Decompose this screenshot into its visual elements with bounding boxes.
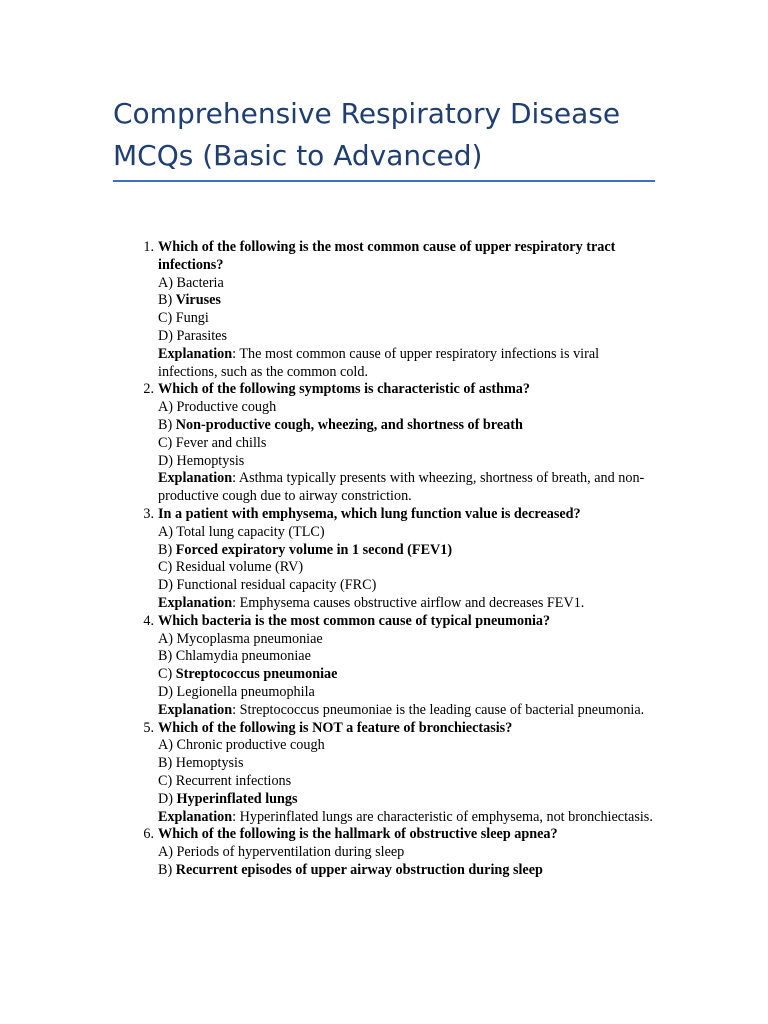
correct-option-text: Hyperinflated lungs (176, 790, 298, 807)
explanation (158, 595, 658, 613)
document-title: Comprehensive Respiratory Disease MCQs (Basic to Advanced) (113, 97, 621, 172)
option-letter: A) (158, 844, 177, 861)
question-item (143, 826, 658, 879)
option-row (158, 417, 658, 435)
option-row (158, 666, 658, 684)
correct-option-text: Streptococcus pneumoniae (175, 666, 338, 683)
question-number: 2. (143, 381, 154, 398)
option-letter: B) (158, 861, 176, 878)
option-letter: A) (158, 399, 177, 416)
option-letter: C) (158, 666, 176, 683)
explanation (158, 470, 658, 506)
option-row (158, 559, 658, 577)
option-text: Mycoplasma pneumoniae (176, 630, 323, 647)
option-letter: D) (158, 790, 177, 807)
option-text: Chronic productive cough (176, 737, 325, 754)
option-text: Fever and chills (175, 434, 267, 451)
option-letter: A) (158, 630, 177, 647)
correct-option-text: Viruses (175, 292, 221, 309)
option-row (158, 399, 658, 417)
question-list (143, 239, 658, 880)
option-row (158, 275, 658, 293)
question-text: Which of the following is the most common cause of upper respiratory tract infections? (158, 239, 616, 273)
option-letter: D) (158, 577, 177, 594)
option-letter: B) (158, 541, 176, 558)
option-text: Bacteria (176, 274, 224, 291)
question-item (143, 239, 658, 381)
option-row (158, 773, 658, 791)
option-text: Residual volume (RV) (175, 559, 304, 576)
question-text: Which of the following symptoms is characteristic of asthma? (158, 381, 530, 398)
option-row (158, 453, 658, 471)
option-text: Chlamydia pneumoniae (175, 648, 311, 665)
option-letter: B) (158, 755, 176, 772)
question-item (143, 505, 658, 613)
option-row (158, 292, 658, 310)
option-text: Productive cough (176, 399, 277, 416)
explanation-label: Explanation (158, 808, 233, 825)
option-text: Recurrent infections (175, 772, 292, 789)
option-letter: D) (158, 683, 177, 700)
explanation-text: : Asthma typically presents with wheezing, shortness of breath, and non-productive cough due to airway constriction. (158, 470, 645, 505)
option-row (158, 435, 658, 453)
question-text: Which bacteria is the most common cause of typical pneumonia? (158, 612, 551, 629)
explanation (158, 809, 658, 827)
option-row (158, 310, 658, 328)
explanation (158, 346, 658, 382)
explanation-label: Explanation (158, 594, 233, 611)
explanation-label: Explanation (158, 345, 233, 362)
option-text: Hemoptysis (175, 755, 244, 772)
question-item (143, 381, 658, 506)
option-text: Legionella pneumophila (176, 683, 315, 700)
option-text: Fungi (175, 310, 209, 327)
correct-option-text: Forced expiratory volume in 1 second (FEV1) (175, 541, 453, 558)
explanation-label: Explanation (158, 470, 233, 487)
explanation-text: : Streptococcus pneumoniae is the leading cause of bacterial pneumonia. (232, 701, 645, 718)
option-letter: D) (158, 327, 177, 344)
option-row (158, 648, 658, 666)
option-text: Periods of hyperventilation during sleep (176, 844, 405, 861)
explanation (158, 702, 658, 720)
option-row (158, 844, 658, 862)
question-item (143, 612, 658, 720)
explanation-label: Explanation (158, 701, 233, 718)
option-row (158, 755, 658, 773)
option-text: Total lung capacity (TLC) (176, 523, 325, 540)
option-row (158, 791, 658, 809)
option-letter: A) (158, 523, 177, 540)
option-letter: B) (158, 416, 176, 433)
question-number: 5. (143, 719, 154, 736)
option-letter: C) (158, 559, 176, 576)
correct-option-text: Non-productive cough, wheezing, and shortness of breath (175, 416, 523, 433)
option-letter: C) (158, 772, 176, 789)
question-number: 4. (143, 612, 154, 629)
question-text: In a patient with emphysema, which lung function value is decreased? (158, 505, 581, 522)
option-letter: A) (158, 274, 177, 291)
option-row (158, 328, 658, 346)
option-row (158, 862, 658, 880)
question-text: Which of the following is NOT a feature of bronchiectasis? (158, 719, 513, 736)
option-letter: C) (158, 434, 176, 451)
question-number: 3. (143, 505, 154, 522)
question-number: 1. (143, 239, 154, 255)
option-row (158, 631, 658, 649)
correct-option-text: Recurrent episodes of upper airway obstruction during sleep (175, 861, 543, 878)
title-divider (113, 180, 655, 182)
option-row (158, 737, 658, 755)
option-row (158, 524, 658, 542)
option-letter: D) (158, 452, 177, 469)
question-text: Which of the following is the hallmark of obstructive sleep apnea? (158, 826, 558, 843)
option-row (158, 542, 658, 560)
option-letter: C) (158, 310, 176, 327)
question-item (143, 719, 658, 827)
explanation-text: : The most common cause of upper respiratory infections is viral infections, such as the common cold. (158, 345, 600, 380)
option-row (158, 577, 658, 595)
explanation-text: : Hyperinflated lungs are characteristic of emphysema, not bronchiectasis. (232, 808, 653, 825)
option-row (158, 684, 658, 702)
question-number: 6. (143, 826, 154, 843)
option-text: Parasites (176, 327, 227, 344)
option-letter: A) (158, 737, 177, 754)
option-text: Hemoptysis (176, 452, 245, 469)
option-letter: B) (158, 648, 176, 665)
explanation-text: : Emphysema causes obstructive airflow and decreases FEV1. (232, 594, 585, 611)
option-text: Functional residual capacity (FRC) (176, 577, 377, 594)
option-letter: B) (158, 292, 176, 309)
